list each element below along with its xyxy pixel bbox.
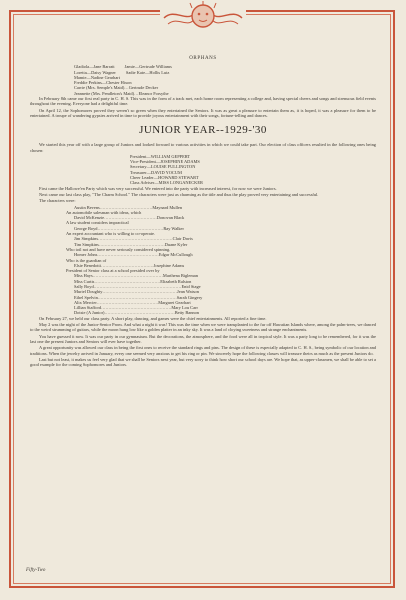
cast-entry: Mamie—Nadine Gearhart	[74, 74, 120, 80]
officer-entry: President—WILLIAM GEPPERT	[130, 153, 191, 159]
cast-entry: Gladiola—Jane Barratt	[74, 64, 115, 70]
officer-entry: Treasurer—DAVID YOCUM	[130, 169, 182, 175]
character-entry: George Boyd………………………………………Ray Walker	[74, 225, 184, 231]
character-entry: Austin Bevens………………………………Maynard Mullen	[74, 204, 183, 210]
officer-entry: Vice-President—JOSEPHINE ADAMS	[130, 159, 200, 165]
paragraph-junior-intro: We started this year off with a large group of Juniors and looked forward to various activities in which we could take part. Our election of class officers resulted in the following ones being chosen:	[30, 142, 376, 153]
character-entry: Dotsie (A Junior)…………………………………………Betty Bannon	[74, 310, 200, 316]
character-description: A law student considers impractical	[66, 220, 129, 226]
paragraph-class-play: Next came our last class play, "The Charm School." The characters were just as charming as the title and thus the play proved very entertaining and successful.	[39, 191, 319, 197]
officer-entry: Secretary—LOUISE FULLINGTON	[130, 164, 196, 170]
character-entry: Jim Simpkins……………………………………………Clair Davis	[74, 236, 193, 242]
character-description: President of Senior class at a school presided over by	[66, 268, 160, 274]
paragraph-gymnasium: You have guessed it now. It was our party in our gymnasium. But the decorations, the atmosphere, and the food were all in tropical style. It was a party long to be remembered, for it was the last one the present Juniors and Seniors will ever have together.	[30, 333, 376, 344]
junior-year-heading: JUNIOR YEAR--1929-'30	[139, 124, 267, 137]
paragraph-track-meet: In February 8th came our first real party in C. H. S. This was in the form of a track met, each home room representing a college and, having special cheers and songs and strenuous field events throughout the evening. Everyone had a delightful time.	[30, 96, 376, 107]
cast-entry: Carrie (Mrs. Semple's Maid)…Gertrude Decker	[74, 85, 159, 91]
cast-entry: Sadie Kate—Hollis Lutz	[125, 69, 170, 75]
character-entry: Sally Boyd……………………………………………………Enid Stage	[74, 283, 201, 289]
paragraph-sophomore-party: On April 12, the Sophomores proved they weren't so green when they entertained the Seniors. It was as great a pleasure to entertain them as, it is hoped, it was a pleasure for them to be entertained. A troupe of wandering gypsies arrived in time to provide joyous entertainment with their songs, fortune-telling and dances.	[30, 107, 376, 118]
character-description: An expert accountant who is willing to co-operate.	[66, 231, 156, 237]
character-entry: Elsie Benedotti………………………………Josephine Adams	[74, 262, 185, 268]
cast-entry: Loretta—Daisy Wagner	[74, 69, 116, 75]
page-number: Fifty-Two	[26, 568, 46, 573]
character-description: Who is the guardian of	[66, 257, 107, 263]
class-officers-list	[30, 154, 376, 186]
paragraph-closing: Last but not least, it makes us feel very glad that we shall be Seniors next year, but very sorry to think how short our school days are. We hope that, as upper-classmen, we shall be able to set a good example for the coming Sophomores and Juniors.	[30, 356, 376, 368]
character-description: An automobile salesman with ideas, which	[66, 209, 142, 215]
cast-entry: Jamie—Gertrude Williams	[124, 64, 172, 70]
character-entry: Ethel Spelvin………………………………………………Sarah Gingery	[74, 294, 203, 300]
character-description: Who toil not and have never seriously considered spinning.	[66, 246, 171, 252]
officer-entry: Cheer Leader—HOWARD STEWART	[130, 175, 199, 181]
paragraph-rings-pins: A great opportunity was allowed our class in being the first ones to receive the standard rings and pins. The design of these is especially adapted to C. H. S., being symbolic of our location and traditions. When the jewelry arrived in January, every one seemed very anxious to get his ring or pin. We sincerely hope the following classes will treasure theirs as much as the present Juniors do.	[30, 345, 376, 356]
paragraph-prom: May 2 was the night of the Junior-Senior Prom. And what a night it was! This was the time when we were transplanted to the fur off Hawaiian Islands where, among the palm-trees, we danced to the weird strumming of guitars, while the moon hung low like a golden platter in an inky sky. It was a land of cloying sweetness and strange enchantments.	[30, 322, 376, 333]
cast-entry: Jeannette (Mrs. Pendleton's Maid)…Eleanor Forsythe	[74, 90, 169, 96]
orphans-heading: ORPHANS	[189, 56, 217, 61]
character-entry: Tim Simpkins………………………………………Duane Kyler	[74, 241, 188, 247]
officer-entry: Class Adviser—MISS LONGANECKER	[130, 180, 203, 186]
character-entry: Lillian Stafford…………………………………………Mary Lou Carr	[74, 305, 198, 311]
character-entry: Miss Hays…………………………………………Marthena Bigleman	[74, 273, 198, 279]
character-entry: David McKenzie………………………………Donovan Black	[74, 215, 185, 221]
characters-label: The characters were:	[39, 198, 76, 204]
characters-list	[30, 205, 376, 316]
character-entry: Alix Mercier……………………………………Margaret Gearhart	[74, 299, 191, 305]
character-entry: Muriel Doughty……………………………………………Jean Watson	[74, 289, 199, 295]
paragraph-halloween: First came the Hallowe'en Party which was very successful. We entered into the party with increased interest, for now we were Juniors.	[39, 185, 277, 191]
character-entry: Homer Johns……………………………………Edgar McCullough	[74, 252, 193, 258]
character-entry: Miss Curtis………………………………………Elizabeth Ralston	[74, 278, 192, 284]
paragraph-class-party: On February 27, we held our class party. A short play, dancing, and games were the chief entertainments. All reported a fine time.	[39, 315, 267, 321]
page-body	[30, 56, 376, 368]
lion-head-crest-icon	[160, 0, 246, 36]
cast-entry: Freddie Perkins—Chester Hixon	[74, 80, 132, 86]
